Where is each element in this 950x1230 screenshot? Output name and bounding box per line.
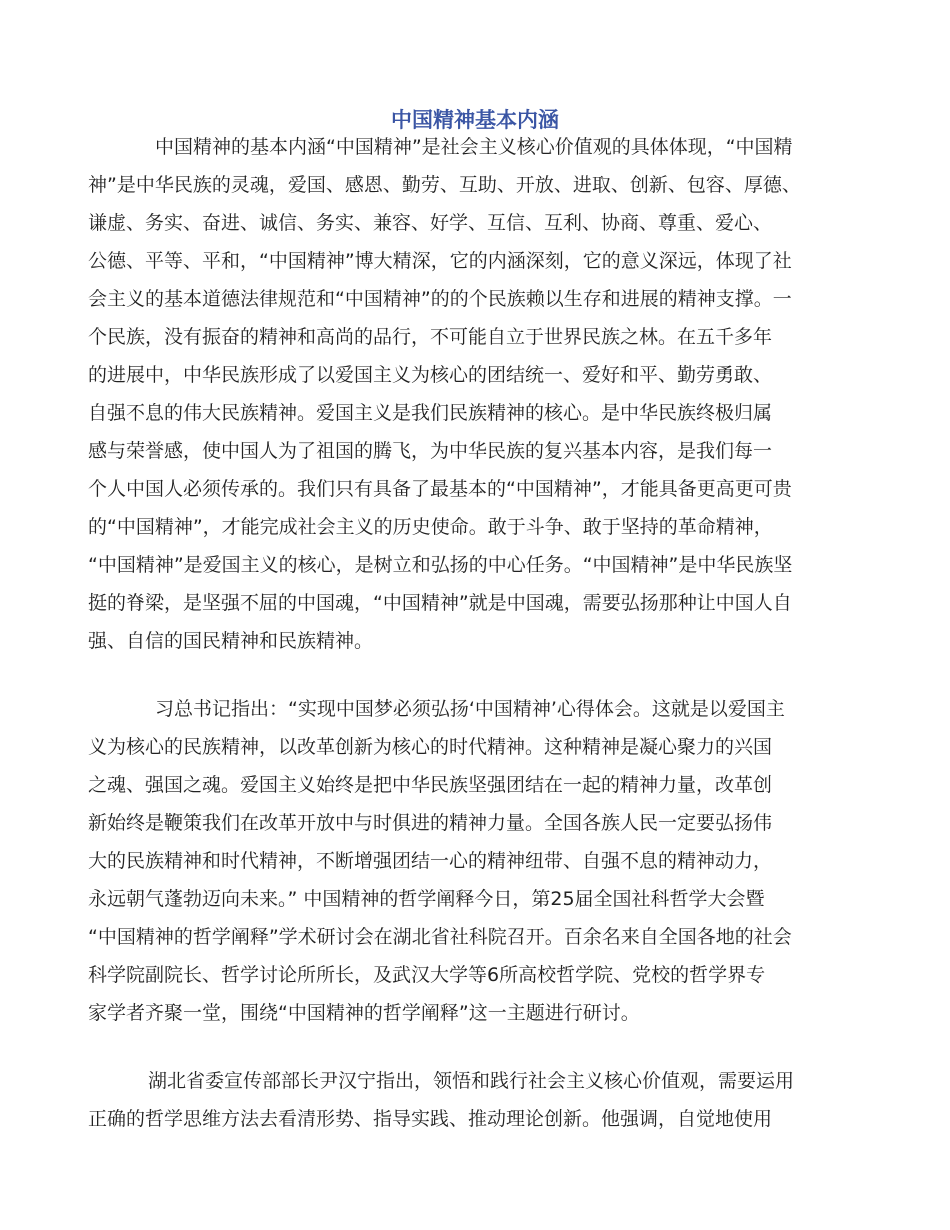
paragraph-line: 的进展中，中华民族形成了以爱国主义为核心的团结统一、爱好和平、勤劳勇敢、 — [88, 364, 773, 386]
paragraph-line: 正确的哲学思维方法去看清形势、指导实践、推动理论创新。他强调，自觉地使用 — [88, 1108, 773, 1130]
paragraph-line: “中国精神的哲学阐释”学术研讨会在湖北省社科院召开。百余名来自全国各地的社会 — [88, 926, 792, 948]
paragraph-line: 个民族，没有振奋的精神和高尚的品行，不可能自立于世界民族之林。在五千多年 — [88, 326, 773, 348]
paragraph-line: 神”是中华民族的灵魂，爱国、感恩、勤劳、互助、开放、进取、创新、包容、厚德、 — [88, 174, 801, 196]
paragraph-line: 大的民族精神和时代精神，不断增强团结一心的精神纽带、自强不息的精神动力， — [88, 850, 773, 872]
paragraph-line: 湖北省委宣传部部长尹汉宁指出，领悟和践行社会主义核心价值观，需要运用 — [148, 1070, 795, 1092]
document-title: 中国精神基本内涵 — [391, 108, 559, 132]
paragraph-line: 之魂、强国之魂。爱国主义始终是把中华民族坚强团结在一起的精神力量，改革创 — [88, 774, 773, 796]
paragraph-line: 习总书记指出：“实现中国梦必须弘扬‘中国精神’心得体会。这就是以爱国主 — [155, 698, 785, 720]
paragraph-line: 科学院副院长、哲学讨论所所长，及武汉大学等6所高校哲学院、党校的哲学界专 — [88, 964, 766, 986]
paragraph-line: 新始终是鞭策我们在改革开放中与时俱进的精神力量。全国各族人民一定要弘扬伟 — [88, 812, 773, 834]
paragraph-line: 公德、平等、平和，“中国精神”博大精深，它的内涵深刻，它的意义深远，体现了社 — [88, 250, 792, 272]
paragraph-line: 义为核心的民族精神，以改革创新为核心的时代精神。这种精神是凝心聚力的兴国 — [88, 736, 773, 758]
paragraph-line: 感与荣誉感，使中国人为了祖国的腾飞，为中华民族的复兴基本内容，是我们每一 — [88, 440, 773, 462]
paragraph-line: 永远朝气蓬勃迈向未来。” 中国精神的哲学阐释今日，第25届全国社科哲学大会暨 — [88, 888, 765, 910]
paragraph-line: 家学者齐聚一堂，围绕“中国精神的哲学阐释”这一主题进行研讨。 — [88, 1002, 640, 1024]
paragraph-line: 的“中国精神”，才能完成社会主义的历史使命。敢于斗争、敢于坚持的革命精神， — [88, 516, 773, 538]
paragraph-line: 挺的脊梁，是坚强不屈的中国魂，“中国精神”就是中国魂，需要弘扬那种让中国人自 — [88, 592, 792, 614]
paragraph-line: 中国精神的基本内涵“中国精神”是社会主义核心价值观的具体体现，“中国精 — [155, 136, 793, 158]
paragraph-line: “中国精神”是爱国主义的核心，是树立和弘扬的中心任务。“中国精神”是中华民族坚 — [88, 554, 793, 576]
paragraph-line: 谦虚、务实、奋进、诚信、务实、兼容、好学、互信、互利、协商、尊重、爱心、 — [88, 212, 773, 234]
paragraph-line: 自强不息的伟大民族精神。爱国主义是我们民族精神的核心。是中华民族终极归属 — [88, 402, 773, 424]
paragraph-line: 会主义的基本道德法律规范和“中国精神”的的个民族赖以生存和进展的精神支撑。一 — [88, 288, 792, 310]
paragraph-line: 个人中国人必须传承的。我们只有具备了最基本的“中国精神”，才能具备更高更可贵 — [88, 478, 792, 500]
paragraph-line: 强、自信的国民精神和民族精神。 — [88, 630, 374, 652]
